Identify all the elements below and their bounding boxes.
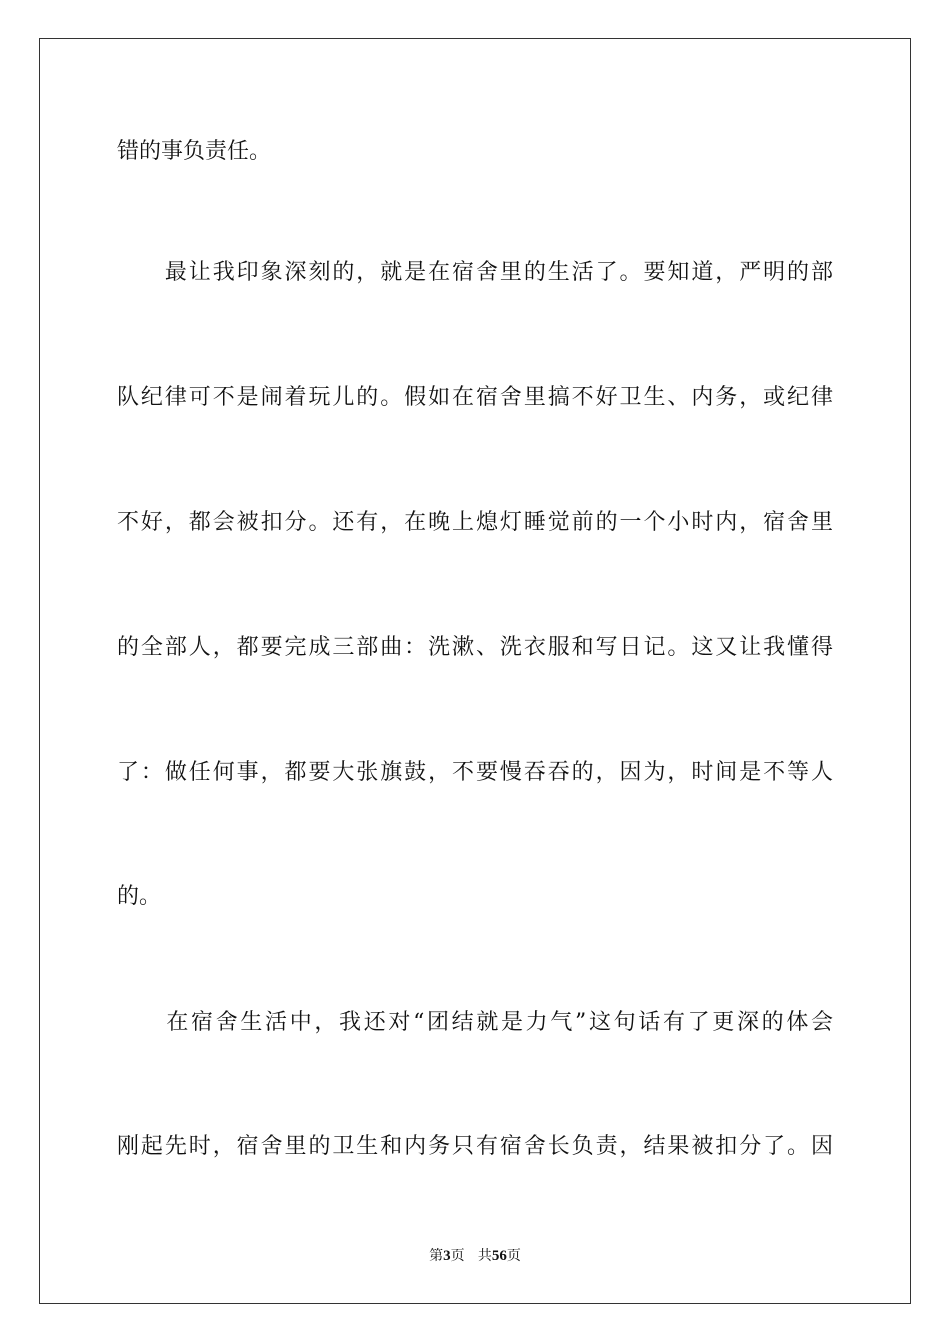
- page-footer: [0, 1247, 950, 1265]
- text-line-7: 的。: [117, 884, 162, 909]
- text-line-8: 在宿舍生活中，我还对“团结就是力气”这句话有了更深的体会: [117, 1010, 833, 1035]
- page-number: 3: [443, 1248, 451, 1264]
- page-suffix: 页: [450, 1248, 465, 1264]
- text-line-1: 错的事负责任。: [117, 139, 272, 164]
- total-pages: 56: [491, 1248, 507, 1264]
- text-line-3: 队纪律可不是闹着玩儿的。假如在宿舍里搞不好卫生、内务，或纪律: [117, 385, 833, 410]
- total-suffix: 页: [506, 1248, 521, 1264]
- text-line-6: 了：做任何事，都要大张旗鼓，不要慢吞吞的，因为，时间是不等人: [117, 760, 833, 785]
- text-line-2: 最让我印象深刻的，就是在宿舍里的生活了。要知道，严明的部: [117, 260, 833, 285]
- text-line-4: 不好，都会被扣分。还有，在晚上熄灯睡觉前的一个小时内，宿舍里: [117, 510, 833, 535]
- text-line-9: 刚起先时，宿舍里的卫生和内务只有宿舍长负责，结果被扣分了。因: [117, 1134, 833, 1159]
- page-border: [39, 38, 911, 1304]
- page-prefix: 第: [429, 1248, 444, 1264]
- text-line-5: 的全部人，都要完成三部曲：洗漱、洗衣服和写日记。这又让我懂得: [117, 635, 833, 660]
- total-prefix: 共: [477, 1248, 492, 1264]
